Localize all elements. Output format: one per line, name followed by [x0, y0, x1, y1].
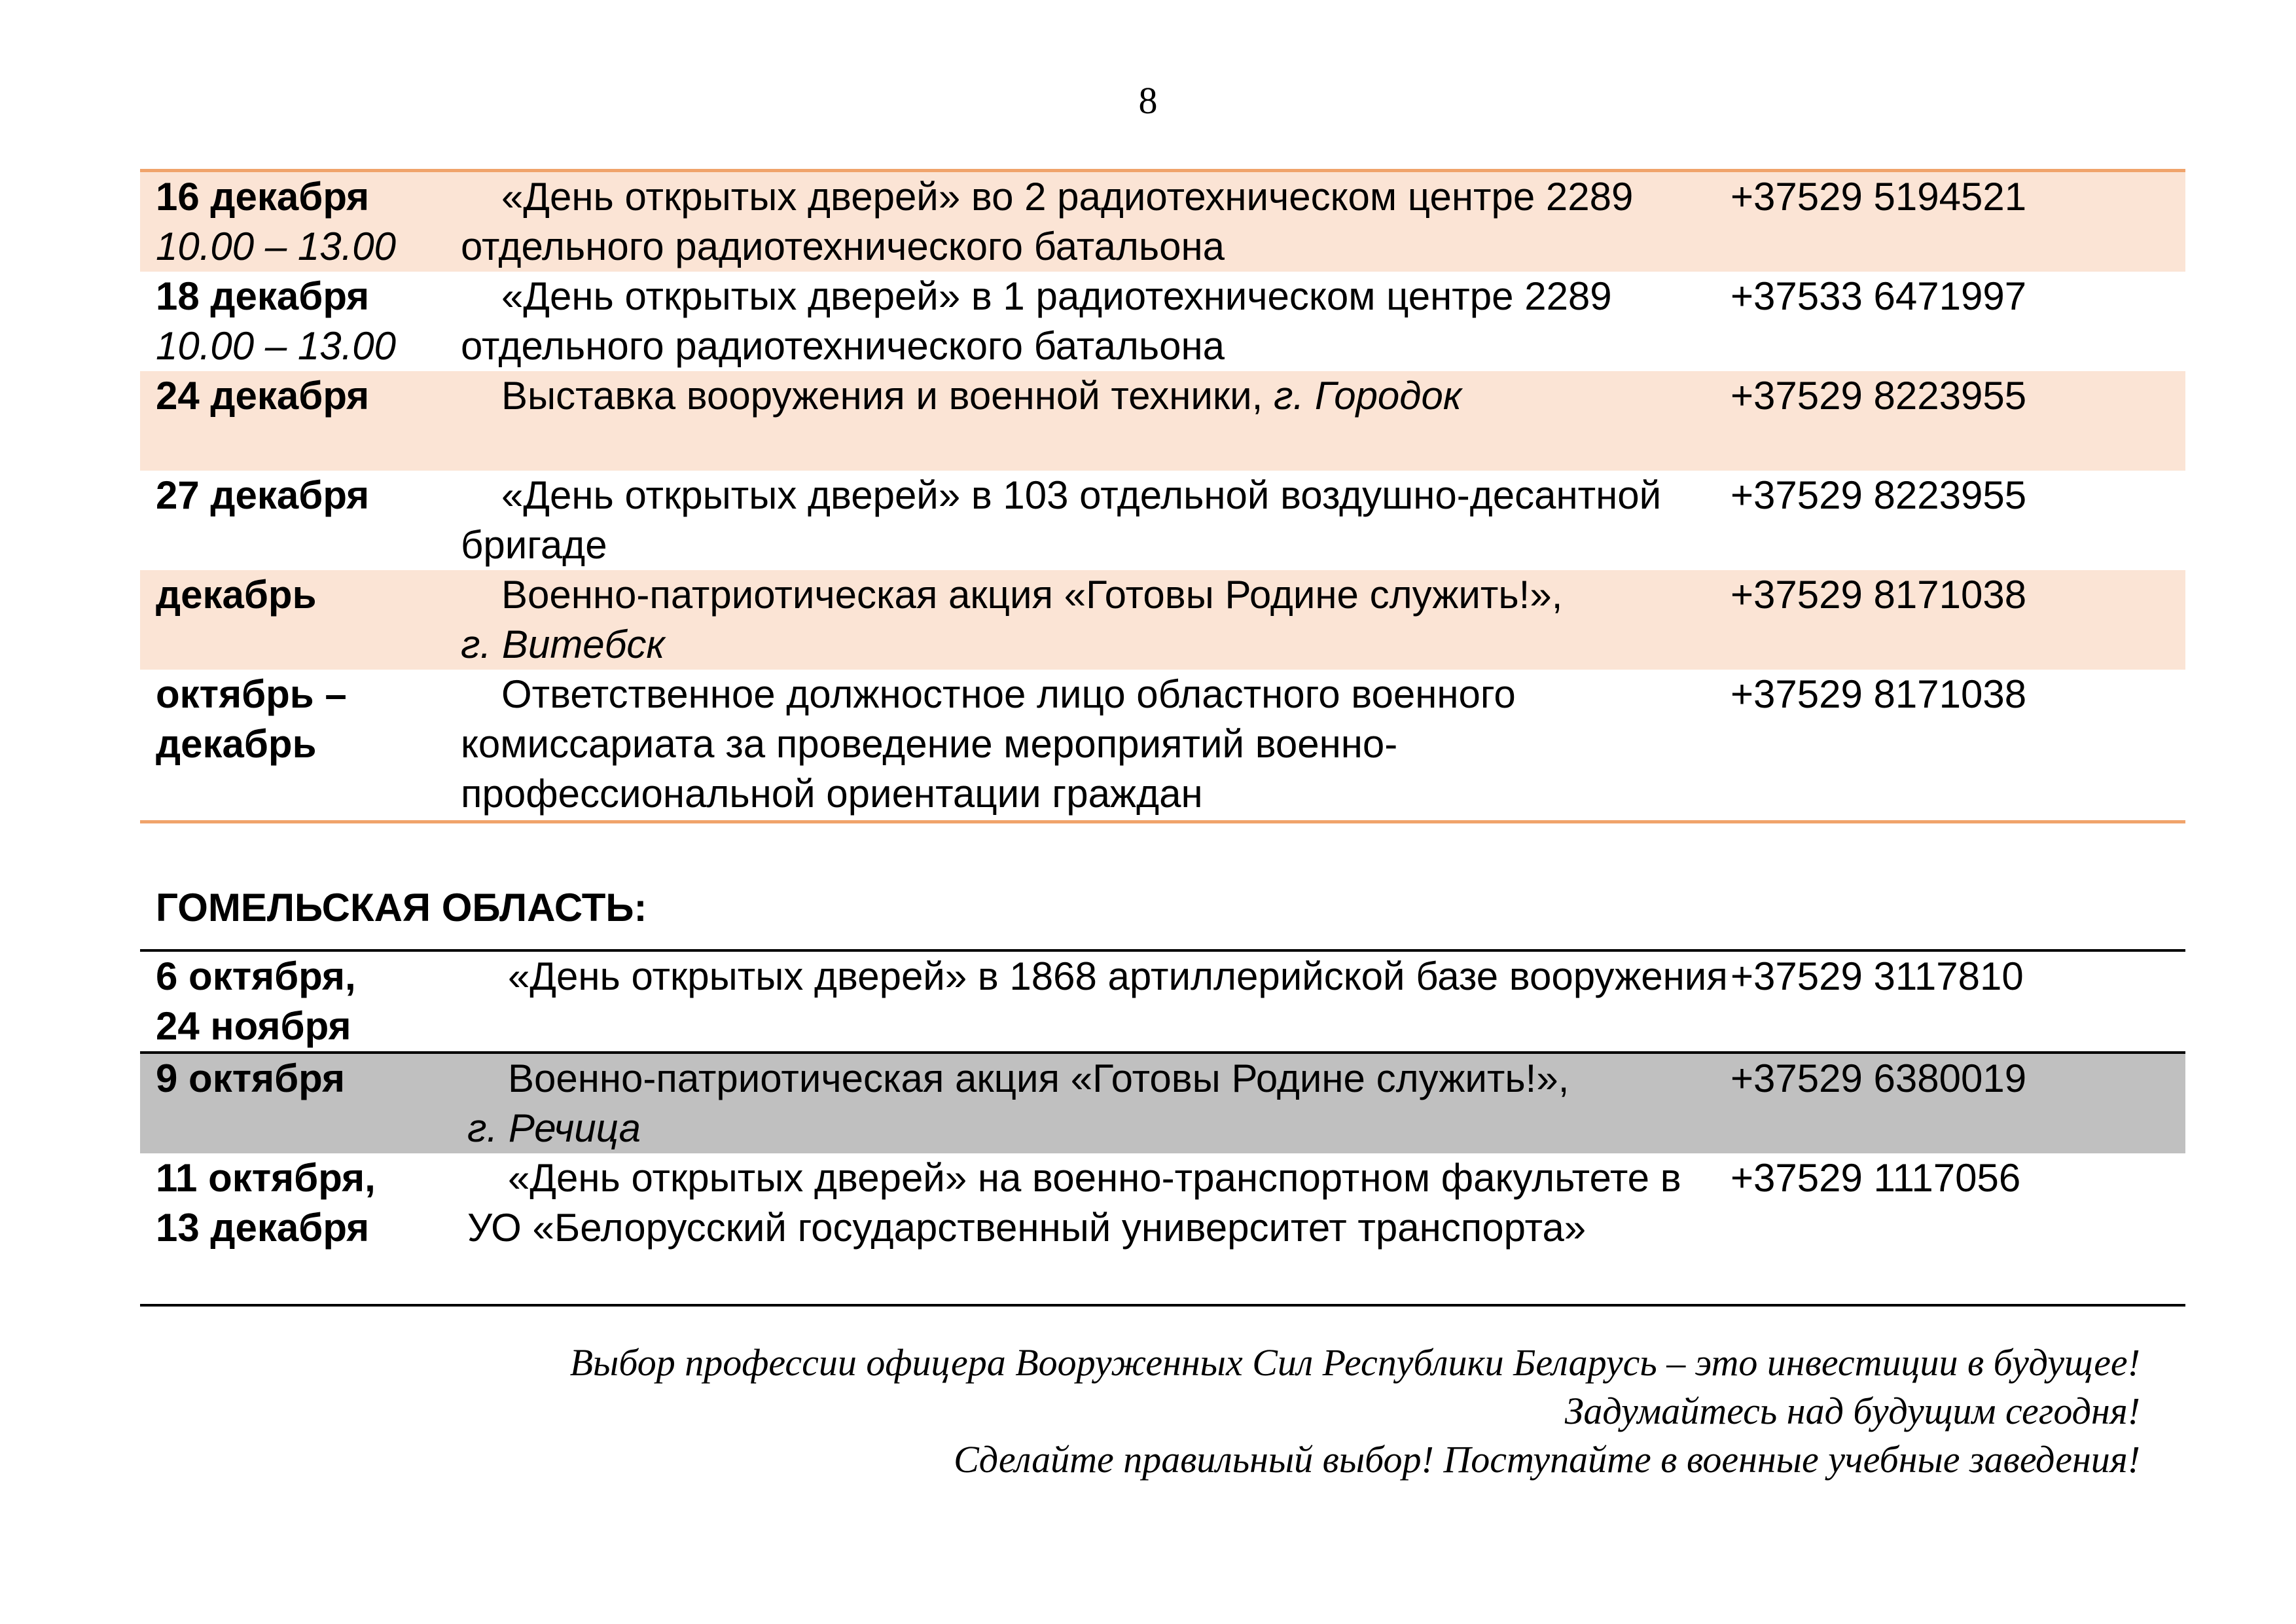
event-date: октябрь – декабрь — [156, 672, 347, 766]
event-phone: +37529 8223955 — [1731, 371, 2185, 471]
event-phone: +37533 6471997 — [1731, 274, 2027, 318]
event-date: 16 декабря — [156, 175, 370, 219]
table-row — [140, 950, 2185, 1053]
event-phone: +37529 6380019 — [1731, 1053, 2185, 1153]
event-date-second: 24 ноября — [156, 1004, 351, 1048]
event-description: «День открытых дверей» во 2 радиотехническом центре 2289 отдельного радиотехнического батальона — [461, 175, 1634, 268]
table-row — [140, 371, 2185, 471]
event-phone: +37529 8171038 — [1731, 570, 2185, 670]
event-time: 10.00 – 13.00 — [156, 225, 397, 268]
event-description: Ответственное должностное лицо областного военного комиссариата за проведение мероприятий военно-профессиональной ориентации граждан — [461, 672, 1516, 816]
event-date-second: 13 декабря — [156, 1206, 370, 1250]
event-place: г. Городок — [1274, 374, 1462, 418]
event-phone: +37529 3117810 — [1731, 950, 2185, 1053]
event-time: 10.00 – 13.00 — [156, 324, 397, 368]
event-description: «День открытых дверей» в 1 радиотехническом центре 2289 отдельного радиотехнического батальона — [461, 274, 1612, 368]
event-phone: +37529 8223955 — [1731, 473, 2027, 517]
event-description: Военно-патриотическая акция «Готовы Родине служить!», — [501, 573, 1563, 617]
event-place: г. Речица — [467, 1106, 641, 1150]
gomel-events-table — [140, 949, 2185, 1307]
slogan-line: Задумайтесь над будущим сегодня! — [1564, 1390, 2140, 1432]
event-date: 27 декабря — [156, 473, 370, 517]
event-date: 18 декабря — [156, 274, 370, 318]
table-row — [140, 471, 2185, 570]
event-date: декабрь — [156, 573, 317, 617]
event-description: «День открытых дверей» в 103 отдельной воздушно-десантной бригаде — [461, 473, 1662, 567]
table-row — [140, 570, 2185, 670]
event-date: 6 октября, — [156, 954, 356, 998]
table-row — [140, 670, 2185, 821]
table-row — [140, 1053, 2185, 1153]
event-description: Выставка вооружения и военной техники, — [501, 374, 1274, 418]
table-row — [140, 272, 2185, 371]
table-row — [140, 171, 2185, 272]
event-date: 11 октября, — [156, 1156, 376, 1200]
event-description: «День открытых дверей» на военно-транспортном факультете в УО «Белорусский государственный университет транспорта» — [467, 1156, 1681, 1250]
event-place: г. Витебск — [461, 623, 665, 666]
event-date: 9 октября — [156, 1056, 346, 1100]
event-date: 24 декабря — [156, 374, 370, 418]
footer-slogans — [570, 1339, 2140, 1484]
event-phone: +37529 5194521 — [1731, 171, 2185, 272]
table-row — [140, 1153, 2185, 1305]
page-number: 8 — [1138, 79, 1158, 122]
event-phone: +37529 1117056 — [1731, 1156, 2021, 1200]
event-description: Военно-патриотическая акция «Готовы Родине служить!», — [508, 1056, 1570, 1100]
event-phone: +37529 8171038 — [1731, 672, 2027, 716]
slogan-line: Сделайте правильный выбор! Поступайте в военные учебные заведения! — [954, 1438, 2140, 1481]
event-description: «День открытых дверей» в 1868 артиллерийской базе вооружения — [508, 954, 1728, 998]
vitebsk-events-table — [140, 169, 2185, 823]
region-heading: ГОМЕЛЬСКАЯ ОБЛАСТЬ: — [156, 886, 647, 929]
slogan-line: Выбор профессии офицера Вооруженных Сил Республики Беларусь – это инвестиции в будущее! — [569, 1341, 2140, 1384]
